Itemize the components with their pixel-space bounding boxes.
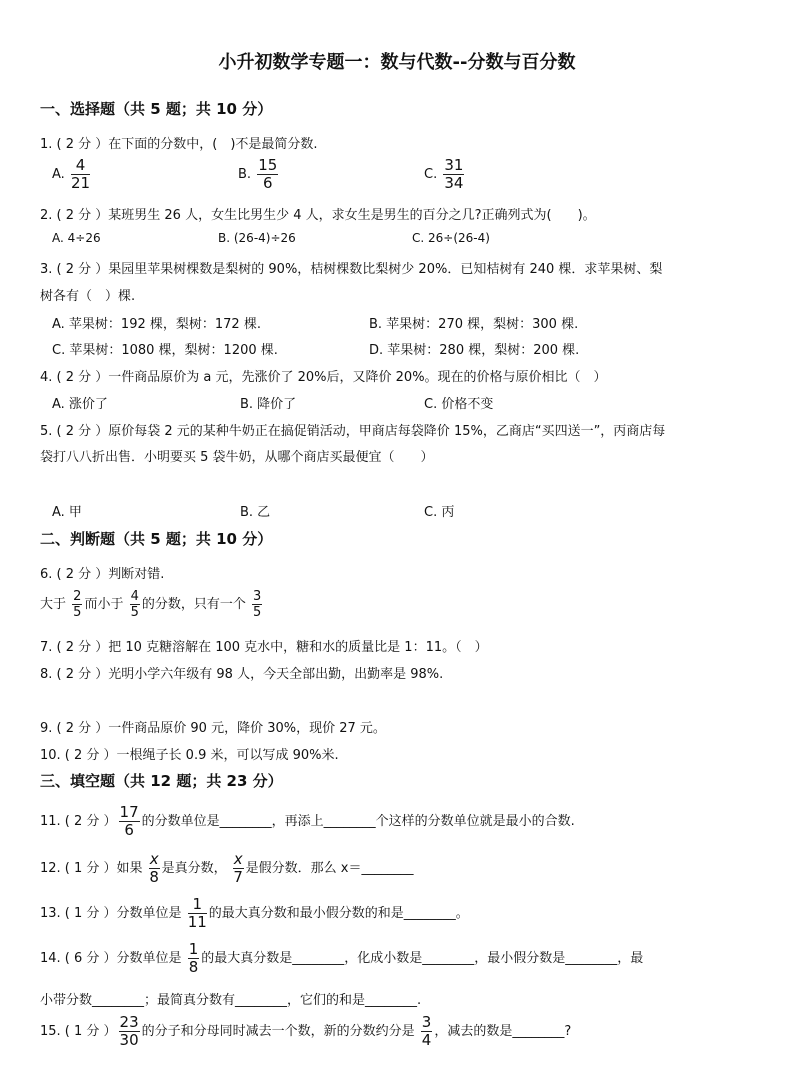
section-fill-blank: 三、填空题（共 12 题；共 23 分）: [40, 772, 283, 790]
q13-fraction: [188, 897, 207, 930]
q1-a-fraction: [71, 158, 90, 191]
q12-f2-den: 7: [233, 868, 243, 886]
q14-suffix: 的最大真分数是________，化成小数是________，最小假分数是________，最: [201, 951, 644, 966]
q9-stem: 9. ( 2 分 ）一件商品原价 90 元，降价 30%，现价 27 元。: [40, 721, 386, 736]
q2-stem: 2. ( 2 分 ）某班男生 26 人，女生比男生少 4 人，求女生是男生的百分之几?正确列式为( )。: [40, 208, 596, 223]
q6-fraction-3: [252, 590, 262, 619]
q6-text-1: 大于: [40, 597, 67, 612]
q4-option-a: A. 涨价了: [52, 397, 108, 412]
q2-option-b: B. (26-4)÷26: [218, 231, 296, 245]
q6-fraction-1: [72, 590, 82, 619]
q13-stem: [40, 897, 469, 930]
q4-option-b: B. 降价了: [240, 397, 297, 412]
q12-middle: 是真分数，: [161, 861, 227, 876]
q6-f1-den: 5: [73, 605, 82, 620]
q3-option-a: A. 苹果树：192 棵，梨树：172 棵.: [52, 317, 261, 332]
q14-num: 1: [188, 940, 199, 958]
q12-suffix: 是假分数．那么 x＝________: [245, 861, 414, 876]
q6-text-3: 的分数，只有一个: [141, 597, 246, 612]
q14-fraction: [188, 942, 200, 975]
q11-num: 17: [119, 803, 139, 821]
q1-b-num: 15: [258, 156, 278, 174]
q1-c-fraction: [443, 158, 464, 191]
q3-option-b: B. 苹果树：270 棵，梨树：300 棵.: [369, 317, 579, 332]
q5-option-b: B. 乙: [240, 505, 271, 520]
q6-f2-den: 5: [130, 605, 139, 620]
q1-c-label: C.: [424, 167, 438, 182]
q1-c-den: 34: [444, 174, 464, 192]
q1-a-den: 21: [70, 174, 91, 192]
q1-b-label: B.: [238, 167, 252, 182]
q14-stem-line1: [40, 942, 643, 975]
q12-stem: [40, 852, 413, 885]
q12-f1-num: x: [149, 850, 159, 868]
q15-middle: 的分子和分母同时减去一个数，新的分数约分是: [141, 1024, 415, 1039]
q15-fraction-2: [421, 1015, 433, 1048]
q6-statement: [40, 590, 264, 619]
q11-suffix: 的分数单位是________，再添上________个这样的分数单位就是最小的合数.: [141, 814, 575, 829]
q6-f3-num: 3: [253, 589, 262, 604]
q14-stem-line2: 小带分数________；最简真分数有________，它们的和是________.: [40, 993, 422, 1008]
q5-option-a: A. 甲: [52, 505, 82, 520]
q5-stem-line2: 袋打八八折出售．小明要买 5 袋牛奶，从哪个商店买最便宜（ ）: [40, 450, 434, 465]
q3-option-d: D. 苹果树：280 棵，梨树：200 棵.: [369, 343, 580, 358]
q5-stem-line1: 5. ( 2 分 ）原价每袋 2 元的某种牛奶正在搞促销活动，甲商店每袋降价 15%，乙商店“买四送一”，丙商店每: [40, 424, 666, 439]
q10-stem: 10. ( 2 分 ）一根绳子长 0.9 米，可以写成 90%米.: [40, 748, 339, 763]
q15-den: 30: [119, 1031, 139, 1049]
q6-f3-den: 5: [253, 605, 262, 620]
q15-prefix: 15. ( 1 分 ）: [40, 1024, 117, 1039]
q4-option-c: C. 价格不变: [424, 397, 494, 412]
q3-stem-line1: 3. ( 2 分 ）果园里苹果树棵数是梨树的 90%，桔树棵数比梨树少 20%．已知桔树有 240 棵．求苹果树、梨: [40, 262, 663, 277]
q2-option-a: A. 4÷26: [52, 231, 101, 245]
q12-f2-num: x: [233, 850, 243, 868]
q14-prefix: 14. ( 6 分 ）分数单位是: [40, 951, 182, 966]
q1-option-a: [52, 158, 92, 191]
q11-stem: [40, 805, 575, 838]
q15-fraction-1: [119, 1015, 140, 1048]
q13-den: 11: [187, 913, 207, 931]
q15-num: 23: [119, 1013, 139, 1031]
q1-stem: 1. ( 2 分 ）在下面的分数中，( )不是最简分数.: [40, 137, 318, 152]
q12-fraction-1: [149, 852, 160, 885]
q11-prefix: 11. ( 2 分 ）: [40, 814, 117, 829]
q8-stem: 8. ( 2 分 ）光明小学六年级有 98 人，今天全部出勤，出勤率是 98%.: [40, 667, 444, 682]
q1-option-b: [238, 158, 280, 191]
q2-option-c: C. 26÷(26-4): [412, 231, 490, 245]
q12-f1-den: 8: [149, 868, 159, 886]
q11-den: 6: [124, 821, 134, 839]
q3-option-c: C. 苹果树：1080 棵，梨树：1200 棵.: [52, 343, 278, 358]
q6-f2-num: 4: [130, 589, 139, 604]
section-choice: 一、选择题（共 5 题；共 10 分）: [40, 100, 273, 118]
q12-fraction-2: [233, 852, 244, 885]
q3-stem-line2: 树各有（ ）棵.: [40, 289, 136, 304]
q6-f1-num: 2: [73, 589, 82, 604]
q13-num: 1: [188, 897, 207, 914]
q1-b-den: 6: [262, 174, 273, 192]
q4-stem: 4. ( 2 分 ）一件商品原价为 a 元，先涨价了 20%后，又降价 20%。现在的价格与原价相比（ ）: [40, 370, 607, 385]
q6-stem: 6. ( 2 分 ）判断对错.: [40, 567, 165, 582]
q6-text-2: 而小于: [84, 597, 124, 612]
q15-stem: [40, 1015, 571, 1048]
q15-suffix: ，减去的数是________?: [434, 1024, 572, 1039]
q12-prefix: 12. ( 1 分 ）如果: [40, 861, 143, 876]
q5-option-c: C. 丙: [424, 505, 455, 520]
q1-b-fraction: [257, 158, 278, 191]
q6-fraction-2: [130, 590, 140, 619]
q7-stem: 7. ( 2 分 ）把 10 克糖溶解在 100 克水中，糖和水的质量比是 1：11。（ ）: [40, 640, 488, 655]
page-title: 小升初数学专题一：数与代数--分数与百分数: [218, 52, 576, 73]
q1-a-num: 4: [71, 158, 90, 175]
q1-a-label: A.: [52, 167, 65, 182]
q1-option-c: [424, 158, 466, 191]
q1-c-num: 31: [444, 156, 464, 174]
q11-fraction: [119, 805, 140, 838]
q15-f2-den: 4: [421, 1031, 432, 1049]
section-judgement: 二、判断题（共 5 题；共 10 分）: [40, 530, 273, 548]
q14-den: 8: [188, 958, 199, 976]
q13-prefix: 13. ( 1 分 ）分数单位是: [40, 906, 182, 921]
q13-suffix: 的最大真分数和最小假分数的和是________。: [208, 906, 469, 921]
q15-f2-num: 3: [421, 1013, 432, 1031]
